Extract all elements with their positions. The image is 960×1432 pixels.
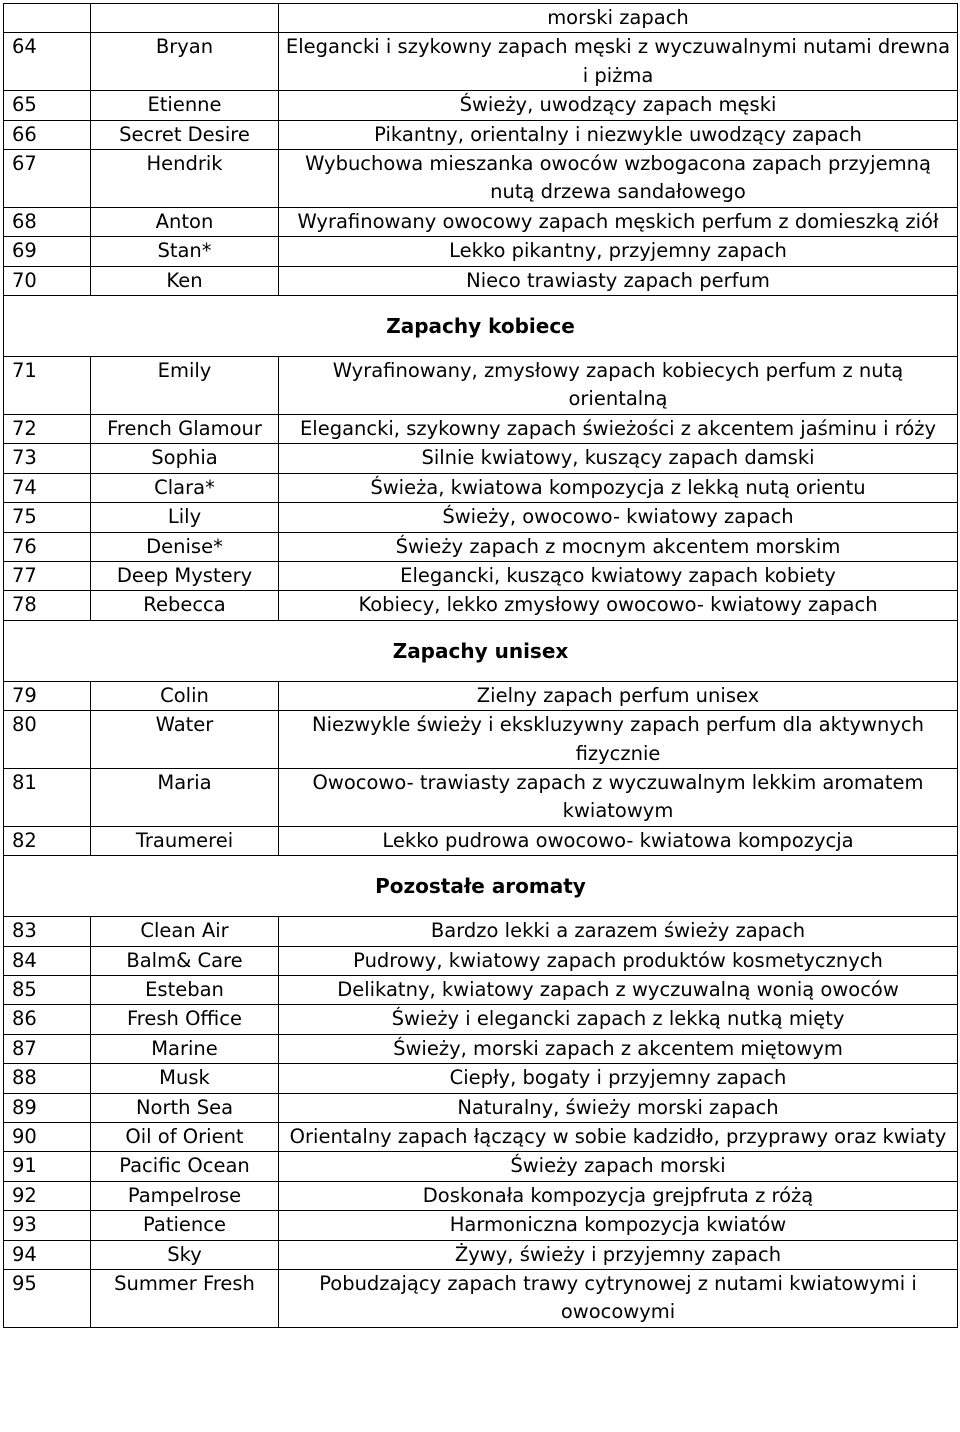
fragrance-description: Żywy, świeży i przyjemny zapach <box>279 1240 958 1269</box>
fragrance-number: 75 <box>4 503 91 532</box>
table-row <box>4 207 958 236</box>
fragrance-name: Rebecca <box>91 591 279 620</box>
table-row <box>4 237 958 266</box>
fragrance-description: Bardzo lekki a zarazem świeży zapach <box>279 917 958 946</box>
table-row <box>4 1240 958 1269</box>
fragrance-number: 65 <box>4 91 91 120</box>
category-heading: Zapachy kobiece <box>4 296 958 357</box>
table-row <box>4 357 958 415</box>
fragrance-description: Świeży, owocowo- kwiatowy zapach <box>279 503 958 532</box>
fragrance-description: Lekko pikantny, przyjemny zapach <box>279 237 958 266</box>
fragrance-number: 83 <box>4 917 91 946</box>
table-row <box>4 1123 958 1152</box>
fragrance-description: Lekko pudrowa owocowo- kwiatowa kompozycja <box>279 826 958 855</box>
table-row <box>4 826 958 855</box>
fragrance-number: 74 <box>4 473 91 502</box>
fragrance-description: Harmoniczna kompozycja kwiatów <box>279 1211 958 1240</box>
fragrance-number: 90 <box>4 1123 91 1152</box>
fragrance-number: 86 <box>4 1005 91 1034</box>
table-row <box>4 561 958 590</box>
fragrance-name: Deep Mystery <box>91 561 279 590</box>
fragrance-name: Etienne <box>91 91 279 120</box>
fragrance-description: Świeża, kwiatowa kompozycja z lekką nutą orientu <box>279 473 958 502</box>
fragrance-description: Świeży zapach morski <box>279 1152 958 1181</box>
fragrance-name: Oil of Orient <box>91 1123 279 1152</box>
fragrance-number: 77 <box>4 561 91 590</box>
fragrance-description: Elegancki i szykowny zapach męski z wyczuwalnymi nutami drewna i piżma <box>279 33 958 91</box>
fragrance-name: Denise* <box>91 532 279 561</box>
fragrance-name: Emily <box>91 357 279 415</box>
fragrance-number: 81 <box>4 768 91 826</box>
table-row <box>4 1211 958 1240</box>
fragrance-name: Ken <box>91 266 279 295</box>
fragrance-table-body <box>4 4 958 1328</box>
fragrance-description: Świeży zapach z mocnym akcentem morskim <box>279 532 958 561</box>
fragrance-number: 64 <box>4 33 91 91</box>
fragrance-number: 92 <box>4 1181 91 1210</box>
fragrance-name: Summer Fresh <box>91 1270 279 1328</box>
table-row <box>4 503 958 532</box>
category-row <box>4 296 958 357</box>
fragrance-description: Orientalny zapach łączący w sobie kadzidło, przyprawy oraz kwiaty <box>279 1123 958 1152</box>
table-row <box>4 473 958 502</box>
fragrance-number: 68 <box>4 207 91 236</box>
fragrance-name: Bryan <box>91 33 279 91</box>
fragrance-number: 76 <box>4 532 91 561</box>
table-row <box>4 1181 958 1210</box>
fragrance-name: Pacific Ocean <box>91 1152 279 1181</box>
fragrance-number: 91 <box>4 1152 91 1181</box>
fragrance-description: Naturalny, świeży morski zapach <box>279 1093 958 1122</box>
table-row <box>4 1005 958 1034</box>
fragrance-number: 79 <box>4 681 91 710</box>
fragrance-description: morski zapach <box>279 4 958 33</box>
fragrance-number: 69 <box>4 237 91 266</box>
fragrance-name <box>91 4 279 33</box>
table-row <box>4 4 958 33</box>
fragrance-description: Owocowo- trawiasty zapach z wyczuwalnym lekkim aromatem kwiatowym <box>279 768 958 826</box>
fragrance-name: Clara* <box>91 473 279 502</box>
fragrance-number: 89 <box>4 1093 91 1122</box>
fragrance-number: 87 <box>4 1034 91 1063</box>
fragrance-number: 70 <box>4 266 91 295</box>
category-row <box>4 856 958 917</box>
table-row <box>4 150 958 208</box>
fragrance-name: Hendrik <box>91 150 279 208</box>
fragrance-description: Niezwykle świeży i ekskluzywny zapach perfum dla aktywnych fizycznie <box>279 711 958 769</box>
fragrance-description: Pobudzający zapach trawy cytrynowej z nutami kwiatowymi i owocowymi <box>279 1270 958 1328</box>
category-row <box>4 620 958 681</box>
fragrance-number: 78 <box>4 591 91 620</box>
fragrance-name: Traumerei <box>91 826 279 855</box>
fragrance-number: 82 <box>4 826 91 855</box>
fragrance-name: French Glamour <box>91 414 279 443</box>
fragrance-description: Delikatny, kwiatowy zapach z wyczuwalną wonią owoców <box>279 975 958 1004</box>
fragrance-table <box>3 3 958 1328</box>
fragrance-description: Elegancki, szykowny zapach świeżości z akcentem jaśminu i róży <box>279 414 958 443</box>
fragrance-description: Silnie kwiatowy, kuszący zapach damski <box>279 444 958 473</box>
fragrance-name: Stan* <box>91 237 279 266</box>
fragrance-name: Anton <box>91 207 279 236</box>
table-row <box>4 120 958 149</box>
fragrance-name: Balm& Care <box>91 946 279 975</box>
fragrance-name: Pampelrose <box>91 1181 279 1210</box>
table-row <box>4 711 958 769</box>
table-row <box>4 266 958 295</box>
fragrance-name: Musk <box>91 1064 279 1093</box>
fragrance-name: Patience <box>91 1211 279 1240</box>
table-row <box>4 414 958 443</box>
table-row <box>4 33 958 91</box>
fragrance-number: 88 <box>4 1064 91 1093</box>
table-row <box>4 91 958 120</box>
fragrance-name: Sky <box>91 1240 279 1269</box>
table-row <box>4 444 958 473</box>
fragrance-name: Fresh Office <box>91 1005 279 1034</box>
table-row <box>4 768 958 826</box>
fragrance-name: Marine <box>91 1034 279 1063</box>
table-row <box>4 681 958 710</box>
fragrance-description: Kobiecy, lekko zmysłowy owocowo- kwiatowy zapach <box>279 591 958 620</box>
fragrance-name: Sophia <box>91 444 279 473</box>
fragrance-name: Clean Air <box>91 917 279 946</box>
table-row <box>4 917 958 946</box>
fragrance-number: 84 <box>4 946 91 975</box>
table-row <box>4 1064 958 1093</box>
fragrance-description: Świeży, morski zapach z akcentem miętowym <box>279 1034 958 1063</box>
fragrance-name: North Sea <box>91 1093 279 1122</box>
fragrance-description: Doskonała kompozycja grejpfruta z różą <box>279 1181 958 1210</box>
category-heading: Zapachy unisex <box>4 620 958 681</box>
fragrance-number: 95 <box>4 1270 91 1328</box>
fragrance-description: Wyrafinowany, zmysłowy zapach kobiecych perfum z nutą orientalną <box>279 357 958 415</box>
fragrance-list-page <box>3 3 957 1328</box>
fragrance-description: Wyrafinowany owocowy zapach męskich perfum z domieszką ziół <box>279 207 958 236</box>
fragrance-description: Nieco trawiasty zapach perfum <box>279 266 958 295</box>
fragrance-name: Colin <box>91 681 279 710</box>
table-row <box>4 591 958 620</box>
fragrance-description: Wybuchowa mieszanka owoców wzbogacona zapach przyjemną nutą drzewa sandałowego <box>279 150 958 208</box>
fragrance-number: 85 <box>4 975 91 1004</box>
fragrance-description: Pikantny, orientalny i niezwykle uwodzący zapach <box>279 120 958 149</box>
category-heading: Pozostałe aromaty <box>4 856 958 917</box>
fragrance-number <box>4 4 91 33</box>
fragrance-number: 73 <box>4 444 91 473</box>
table-row <box>4 1270 958 1328</box>
fragrance-description: Pudrowy, kwiatowy zapach produktów kosmetycznych <box>279 946 958 975</box>
table-row <box>4 532 958 561</box>
fragrance-description: Elegancki, kusząco kwiatowy zapach kobiety <box>279 561 958 590</box>
fragrance-name: Esteban <box>91 975 279 1004</box>
table-row <box>4 1093 958 1122</box>
fragrance-name: Maria <box>91 768 279 826</box>
fragrance-number: 93 <box>4 1211 91 1240</box>
fragrance-name: Water <box>91 711 279 769</box>
fragrance-name: Lily <box>91 503 279 532</box>
fragrance-number: 80 <box>4 711 91 769</box>
table-row <box>4 946 958 975</box>
table-row <box>4 1034 958 1063</box>
fragrance-description: Ciepły, bogaty i przyjemny zapach <box>279 1064 958 1093</box>
fragrance-description: Świeży, uwodzący zapach męski <box>279 91 958 120</box>
table-row <box>4 975 958 1004</box>
fragrance-number: 67 <box>4 150 91 208</box>
fragrance-name: Secret Desire <box>91 120 279 149</box>
fragrance-number: 66 <box>4 120 91 149</box>
fragrance-number: 72 <box>4 414 91 443</box>
fragrance-number: 94 <box>4 1240 91 1269</box>
fragrance-number: 71 <box>4 357 91 415</box>
fragrance-description: Zielny zapach perfum unisex <box>279 681 958 710</box>
table-row <box>4 1152 958 1181</box>
fragrance-description: Świeży i elegancki zapach z lekką nutką mięty <box>279 1005 958 1034</box>
